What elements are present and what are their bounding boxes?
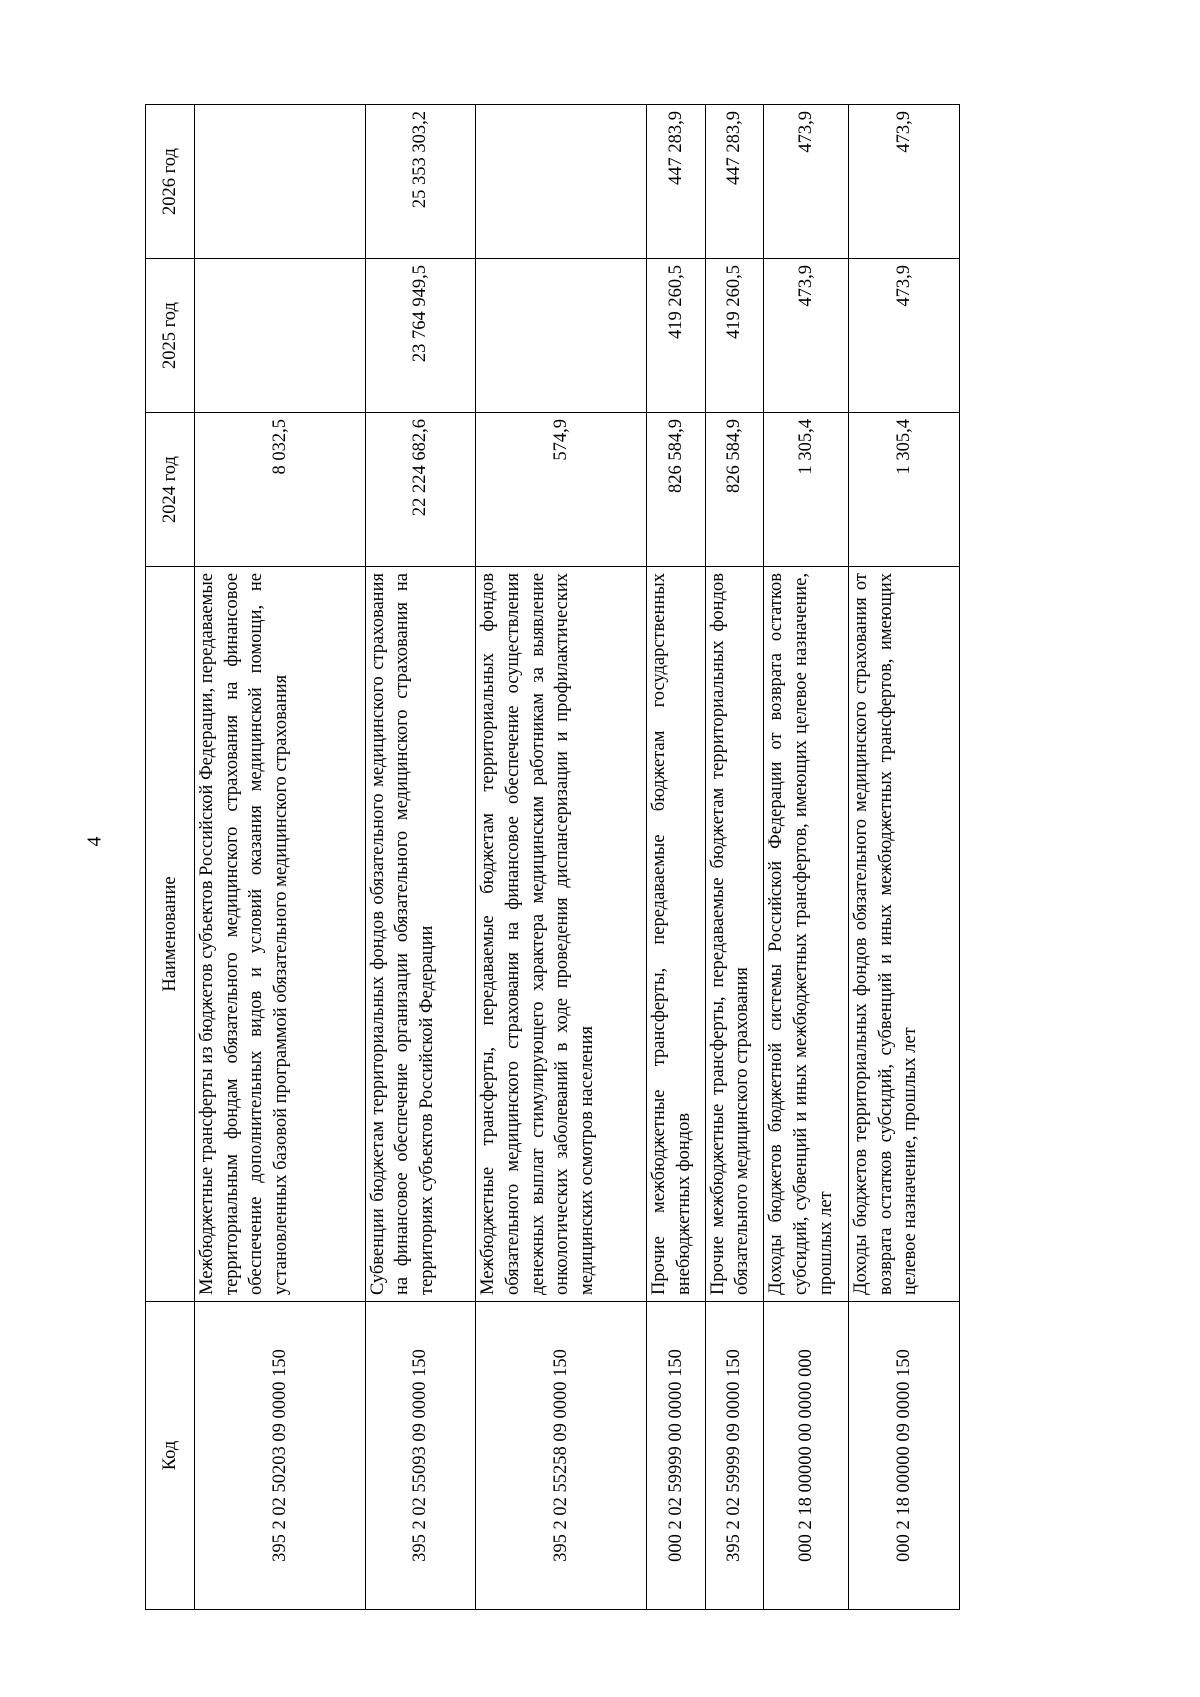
row-code: 000 2 18 00000 00 0000 000 (764, 1302, 849, 1610)
row-value-2025 (195, 259, 366, 413)
row-value-2025: 419 260,5 (647, 259, 706, 413)
row-code: 000 2 02 59999 00 0000 150 (647, 1302, 706, 1610)
header-2025: 2025 год (146, 259, 195, 413)
page-number: 4 (83, 836, 106, 847)
table-row (365, 105, 476, 1610)
row-value-2025: 473,9 (764, 259, 849, 413)
row-name: Прочие межбюджетные трансферты, передаваемые бюджетам государственных внебюджетных фондов (647, 567, 706, 1302)
table-row (849, 105, 960, 1610)
row-code: 395 2 02 55258 09 0000 150 (476, 1302, 647, 1610)
row-value-2026: 473,9 (849, 105, 960, 259)
table-row (705, 105, 764, 1610)
row-code: 395 2 02 55093 09 0000 150 (365, 1302, 476, 1610)
row-value-2025: 419 260,5 (705, 259, 764, 413)
table-row (764, 105, 849, 1610)
row-value-2026: 447 283,9 (647, 105, 706, 259)
row-value-2025 (476, 259, 647, 413)
row-value-2024: 826 584,9 (647, 413, 706, 567)
row-value-2024: 8 032,5 (195, 413, 366, 567)
header-2026: 2026 год (146, 105, 195, 259)
table-row (195, 105, 366, 1610)
header-2024: 2024 год (146, 413, 195, 567)
row-value-2024: 1 305,4 (764, 413, 849, 567)
row-name: Межбюджетные трансферты из бюджетов субъектов Российской Федерации, передаваемые территориальным фондам обязательного медицинского страхования на финансовое обеспечение дополнительных видов и условий оказания медицинской помощи, не установленных базовой программой обязательного медицинского страхования (195, 567, 366, 1302)
header-code: Код (146, 1302, 195, 1610)
rotated-table-wrapper (145, 105, 960, 1610)
row-name: Доходы бюджетов территориальных фондов обязательного медицинского страхования от возврата остатков субсидий, субвенций и иных межбюджетных трансфертов, имеющих целевое назначение, прошлых лет (849, 567, 960, 1302)
row-value-2026: 447 283,9 (705, 105, 764, 259)
row-value-2024: 22 224 682,6 (365, 413, 476, 567)
row-name: Доходы бюджетов бюджетной системы Российской Федерации от возврата остатков субсидий, субвенций и иных межбюджетных трансфертов, имеющих целевое назначение, прошлых лет (764, 567, 849, 1302)
row-value-2025: 473,9 (849, 259, 960, 413)
row-code: 395 2 02 59999 09 0000 150 (705, 1302, 764, 1610)
table-row (476, 105, 647, 1610)
header-name: Наименование (146, 567, 195, 1302)
row-value-2024: 1 305,4 (849, 413, 960, 567)
row-value-2024: 826 584,9 (705, 413, 764, 567)
row-value-2025: 23 764 949,5 (365, 259, 476, 413)
row-value-2026 (195, 105, 366, 259)
table-row (647, 105, 706, 1610)
row-code: 000 2 18 00000 09 0000 150 (849, 1302, 960, 1610)
budget-table (145, 104, 960, 1610)
row-name: Межбюджетные трансферты, передаваемые бюджетам территориальных фондов обязательного медицинского страхования на финансовое обеспечение осуществления денежных выплат стимулирующего характера медицинским работникам за выявление онкологических заболеваний в ходе проведения диспансеризации и профилактических медицинских осмотров населения (476, 567, 647, 1302)
row-code: 395 2 02 50203 09 0000 150 (195, 1302, 366, 1610)
table-header-row (146, 105, 195, 1610)
row-value-2026 (476, 105, 647, 259)
row-value-2026: 473,9 (764, 105, 849, 259)
row-value-2024: 574,9 (476, 413, 647, 567)
row-name: Прочие межбюджетные трансферты, передаваемые бюджетам территориальных фондов обязательного медицинского страхования (705, 567, 764, 1302)
row-value-2026: 25 353 303,2 (365, 105, 476, 259)
row-name: Субвенции бюджетам территориальных фондов обязательного медицинского страхования на финансовое обеспечение организации обязательного медицинского страхования на территориях субъектов Российской Федерации (365, 567, 476, 1302)
